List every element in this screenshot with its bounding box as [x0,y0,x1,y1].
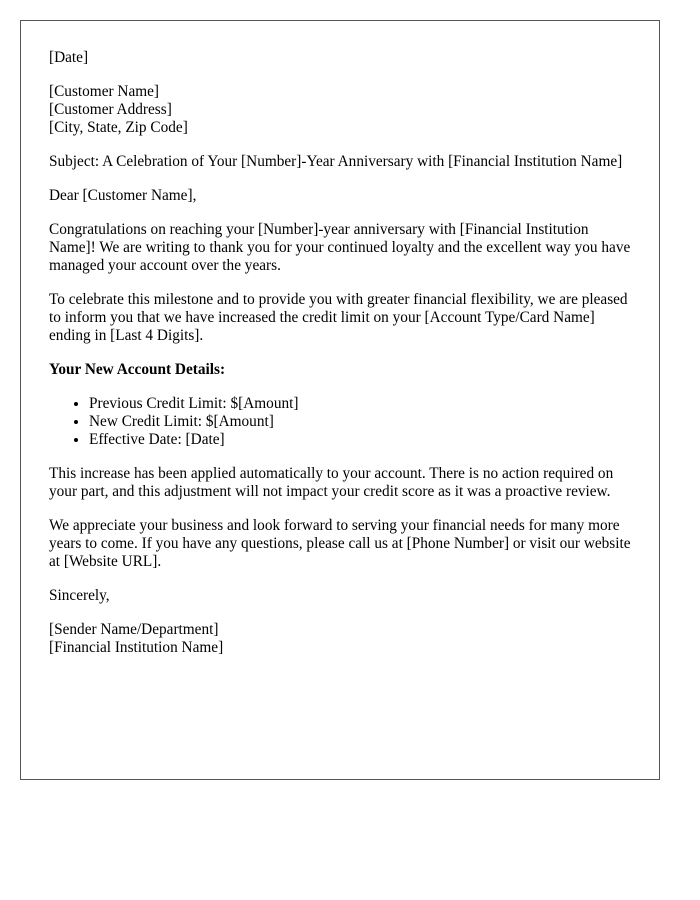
body-paragraph-1: Congratulations on reaching your [Number]-year anniversary with [Financial Institution Name]! We are writing to thank you for your continued loyalty and the excellent way you have managed your account over the years. [49,221,631,274]
body-paragraph-2: To celebrate this milestone and to provide you with greater financial flexibility, we are pleased to inform you that we have increased the credit limit on your [Account Type/Card Name] ending in [Last 4 Digits]. [49,291,628,344]
signature-institution: [Financial Institution Name] [49,639,224,656]
letter-subject: Subject: A Celebration of Your [Number]-Year Anniversary with [Financial Institution Name] [49,153,623,170]
letter-closing: Sincerely, [49,587,110,604]
body-paragraph-3: This increase has been applied automatically to your account. There is no action required on your part, and this adjustment will not impact your credit score as it was a proactive review. [49,465,614,500]
details-item-effective-date: • Effective Date: [Date] [89,431,631,449]
signature-sender: [Sender Name/Department] [49,621,219,638]
letter-document [20,20,660,780]
details-heading: Your New Account Details: [49,361,226,378]
recipient-address: [Customer Address] [49,101,172,118]
details-list [49,395,631,449]
details-item-previous-limit: • Previous Credit Limit: $[Amount] [89,395,631,413]
letter-date: [Date] [49,49,89,66]
recipient-name: [Customer Name] [49,83,160,100]
details-item-new-limit: • New Credit Limit: $[Amount] [89,413,631,431]
recipient-city-state-zip: [City, State, Zip Code] [49,119,188,136]
letter-salutation: Dear [Customer Name], [49,187,197,204]
signature-block [49,621,631,657]
body-paragraph-4: We appreciate your business and look forward to serving your financial needs for many more years to come. If you have any questions, please call us at [Phone Number] or visit our website at [Website URL]. [49,517,631,570]
recipient-block [49,83,631,137]
